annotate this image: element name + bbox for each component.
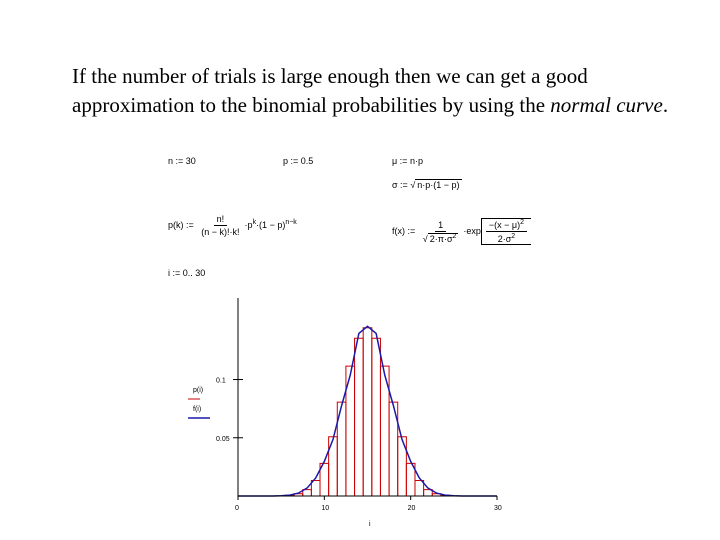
fx-numerator: 1 — [435, 220, 446, 232]
pk-numerator: n! — [214, 214, 228, 226]
sigma-radicand: n·p·(1 − p) — [417, 180, 460, 190]
formula-range: i := 0.. 30 — [168, 268, 206, 278]
fx-inner-denominator: $2\cdot\sigma^2$ — [497, 233, 516, 244]
y-tick-label: 0.1 — [216, 377, 226, 385]
fx-den-radicand: $2\cdot\pi\cdot\sigma^2$ — [429, 232, 457, 244]
bars-layer — [277, 328, 458, 496]
intro-end: . — [662, 93, 669, 117]
formula-sigma: σ := √ n·p·(1 − p) — [392, 180, 460, 190]
intro-emphasis: normal curve — [550, 93, 663, 117]
pk-lhs: p(k) := — [168, 219, 194, 230]
legend-label-f: f(i) — [193, 406, 202, 413]
formula-mu: μ := n·p — [392, 156, 423, 166]
fx-denominator: √ $2\cdot\pi\cdot\sigma^2$ — [422, 232, 457, 244]
x-axis-label: i — [369, 521, 371, 528]
curve-layer — [238, 326, 497, 496]
bar — [415, 481, 424, 496]
bar — [355, 338, 364, 496]
ticks-layer — [216, 378, 502, 512]
formula-n: n := 30 — [168, 156, 196, 166]
bar — [363, 328, 372, 496]
fx-inner-numerator: $-(x - \mu)^2$ — [486, 219, 527, 232]
x-tick-label: 0 — [235, 505, 239, 512]
x-tick-label: 20 — [407, 505, 416, 512]
x-tick-label: 10 — [321, 505, 330, 512]
bar — [372, 338, 381, 496]
formula-p: p := 0.5 — [283, 156, 314, 166]
bar — [311, 481, 320, 496]
pk-sup-k: k — [252, 218, 257, 226]
x-tick-label: 30 — [494, 505, 502, 512]
pk-rest-b: ·(1 − p) — [256, 219, 286, 230]
fx-exp: ·exp — [463, 225, 481, 236]
series-line-f(i) — [238, 326, 497, 496]
intro-text: If the number of trials is large enough then we can get a good approximation to the binomial probabilities by using the — [72, 64, 588, 117]
pk-rest-a: ·p — [244, 219, 253, 230]
sigma-lhs: σ := — [392, 180, 411, 190]
legend-label-p: p(i) — [193, 387, 204, 394]
pk-sup-nk: n−k — [285, 218, 297, 226]
y-tick-label: 0.05 — [216, 435, 230, 443]
fx-lhs: f(x) := — [392, 225, 416, 236]
pk-denominator: (n − k)!·k! — [201, 227, 240, 237]
